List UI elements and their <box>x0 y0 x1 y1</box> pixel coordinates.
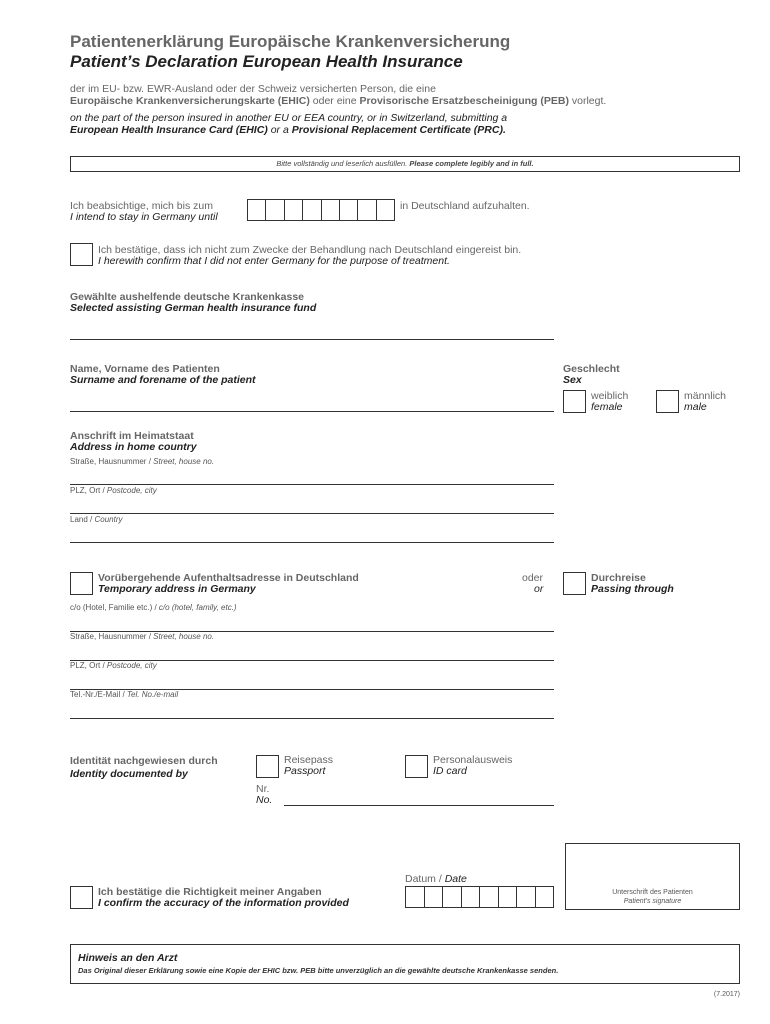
identity-label-en: Identity documented by <box>70 768 188 780</box>
temp-city-label <box>70 661 157 670</box>
home-city-label-de: PLZ, Ort / <box>70 486 107 495</box>
intro-en-ehic: European Health Insurance Card (EHIC) <box>70 124 268 136</box>
confirm-accuracy-en: I confirm the accuracy of the information provided <box>98 897 349 909</box>
id-card-label-en: ID card <box>433 765 467 777</box>
instruction-en: Please complete legibly and in full. <box>407 159 534 168</box>
temp-co-label-en: c/o (hotel, family, etc.) <box>158 603 237 612</box>
passport-label-de: Reisepass <box>284 754 334 766</box>
confirm-accuracy-de: Ich bestätige die Richtigkeit meiner Angaben <box>98 886 322 898</box>
intro-en-end: . <box>502 124 506 136</box>
doctor-note-title: Hinweis an den Arzt <box>78 952 178 964</box>
identity-label-de: Identität nachgewiesen durch <box>70 755 218 767</box>
male-label-en: male <box>684 401 707 413</box>
temp-address-label-de: Vorübergehende Aufenthaltsadresse in Deutschland <box>98 572 359 584</box>
intro-de-or: oder eine <box>309 95 360 107</box>
doc-number-label-de: Nr. <box>256 783 270 795</box>
intro-de-line2 <box>70 95 606 107</box>
home-street-label-en: Street, house no. <box>153 457 215 466</box>
intro-en-or: or a <box>267 124 292 136</box>
fund-input-line[interactable] <box>70 339 554 340</box>
intro-en-line2 <box>70 124 506 136</box>
home-street-label-de: Straße, Hausnummer / <box>70 457 154 466</box>
temp-tel-label-de: Tel.-Nr./E-Mail / <box>70 690 127 699</box>
or-label-en: or <box>534 583 544 595</box>
date-label <box>405 873 467 885</box>
passing-through-checkbox[interactable] <box>563 572 586 595</box>
temp-street-label <box>70 632 214 641</box>
female-checkbox[interactable] <box>563 390 586 413</box>
title-en: Patient’s Declaration European Health Insurance <box>70 52 463 71</box>
intro-de-end: vorlegt. <box>568 95 607 107</box>
sex-label-en: Sex <box>563 374 582 386</box>
home-country-input-line[interactable] <box>70 542 554 543</box>
home-city-label <box>70 486 157 495</box>
fund-label-de: Gewählte aushelfende deutsche Krankenkasse <box>70 291 305 303</box>
date-field[interactable] <box>405 886 554 908</box>
date-label-de: Datum / <box>405 873 445 885</box>
home-street-input-line[interactable] <box>70 484 554 485</box>
instruction-box <box>70 156 740 172</box>
home-address-label-de: Anschrift im Heimatstaat <box>70 430 194 442</box>
passing-through-label-de: Durchreise <box>591 572 646 584</box>
or-label-de: oder <box>522 572 544 584</box>
home-city-label-en: Postcode, city <box>106 486 157 495</box>
temp-tel-label-en: Tel. No./e-mail <box>126 690 179 699</box>
fund-label-en: Selected assisting German health insurance fund <box>70 302 317 314</box>
stay-date-field[interactable] <box>247 199 395 221</box>
intro-en-line1: on the part of the person insured in another EU or EEA country, or in Switzerland, submitting a <box>70 112 508 124</box>
intro-en-prc: Provisional Replacement Certificate (PRC) <box>291 124 503 136</box>
patient-name-input-line[interactable] <box>70 411 554 412</box>
signature-label-en: Patient’s signature <box>623 898 682 905</box>
home-street-label <box>70 457 214 466</box>
female-label-en: female <box>591 401 623 413</box>
confirm-accuracy-checkbox[interactable] <box>70 886 93 909</box>
female-label-de: weiblich <box>591 390 629 402</box>
title-de: Patientenerklärung Europäische Krankenversicherung <box>70 32 511 51</box>
temp-address-checkbox[interactable] <box>70 572 93 595</box>
temp-tel-label <box>70 690 178 699</box>
temp-co-label <box>70 603 237 612</box>
passing-through-label-en: Passing through <box>591 583 674 595</box>
form-version: (7.2017) <box>713 991 740 998</box>
home-country-label <box>70 515 122 524</box>
male-checkbox[interactable] <box>656 390 679 413</box>
instruction-de: Bitte vollständig und leserlich ausfüllen. <box>276 159 408 168</box>
temp-city-label-de: PLZ, Ort / <box>70 661 107 670</box>
doctor-note-text: Das Original dieser Erklärung sowie eine Kopie der EHIC bzw. PEB bitte unverzüglich an die gewählte deutsche Krankenkasse senden. <box>78 966 559 975</box>
temp-co-label-de: c/o (Hotel, Familie etc.) / <box>70 603 159 612</box>
intro-de-peb: Provisorische Ersatzbescheinigung (PEB) <box>359 95 569 107</box>
passport-label-en: Passport <box>284 765 326 777</box>
patient-label-en: Surname and forename of the patient <box>70 374 256 386</box>
confirm-entry-en: I herewith confirm that I did not enter Germany for the purpose of treatment. <box>98 255 450 267</box>
confirm-entry-de: Ich bestätige, dass ich nicht zum Zwecke der Behandlung nach Deutschland eingereist bin. <box>98 244 522 256</box>
temp-tel-input-line[interactable] <box>70 718 554 719</box>
id-card-label-de: Personalausweis <box>433 754 513 766</box>
temp-street-label-de: Straße, Hausnummer / <box>70 632 154 641</box>
temp-city-label-en: Postcode, city <box>106 661 157 670</box>
confirm-entry-checkbox[interactable] <box>70 243 93 266</box>
id-card-checkbox[interactable] <box>405 755 428 778</box>
doc-number-input-line[interactable] <box>284 805 554 806</box>
doctor-note-box <box>70 944 740 984</box>
home-country-label-de: Land / <box>70 515 95 524</box>
temp-street-label-en: Street, house no. <box>153 632 215 641</box>
stay-label-de: Ich beabsichtige, mich bis zum <box>70 200 213 212</box>
doc-number-label-en: No. <box>256 794 273 806</box>
home-country-label-en: Country <box>94 515 123 524</box>
signature-label-de: Unterschrift des Patienten <box>612 889 693 896</box>
stay-label-en: I intend to stay in Germany until <box>70 211 218 223</box>
home-city-input-line[interactable] <box>70 513 554 514</box>
sex-label-de: Geschlecht <box>563 363 620 375</box>
home-address-label-en: Address in home country <box>70 441 197 453</box>
passport-checkbox[interactable] <box>256 755 279 778</box>
stay-suffix: in Deutschland aufzuhalten. <box>400 200 530 212</box>
male-label-de: männlich <box>684 390 727 402</box>
intro-de-ehic: Europäische Krankenversicherungskarte (EHIC) <box>70 95 310 107</box>
patient-label-de: Name, Vorname des Patienten <box>70 363 220 375</box>
temp-address-label-en: Temporary address in Germany <box>98 583 256 595</box>
intro-de-line1: der im EU- bzw. EWR-Ausland oder der Schweiz versicherten Person, die eine <box>70 83 436 95</box>
date-label-en: Date <box>444 873 467 885</box>
